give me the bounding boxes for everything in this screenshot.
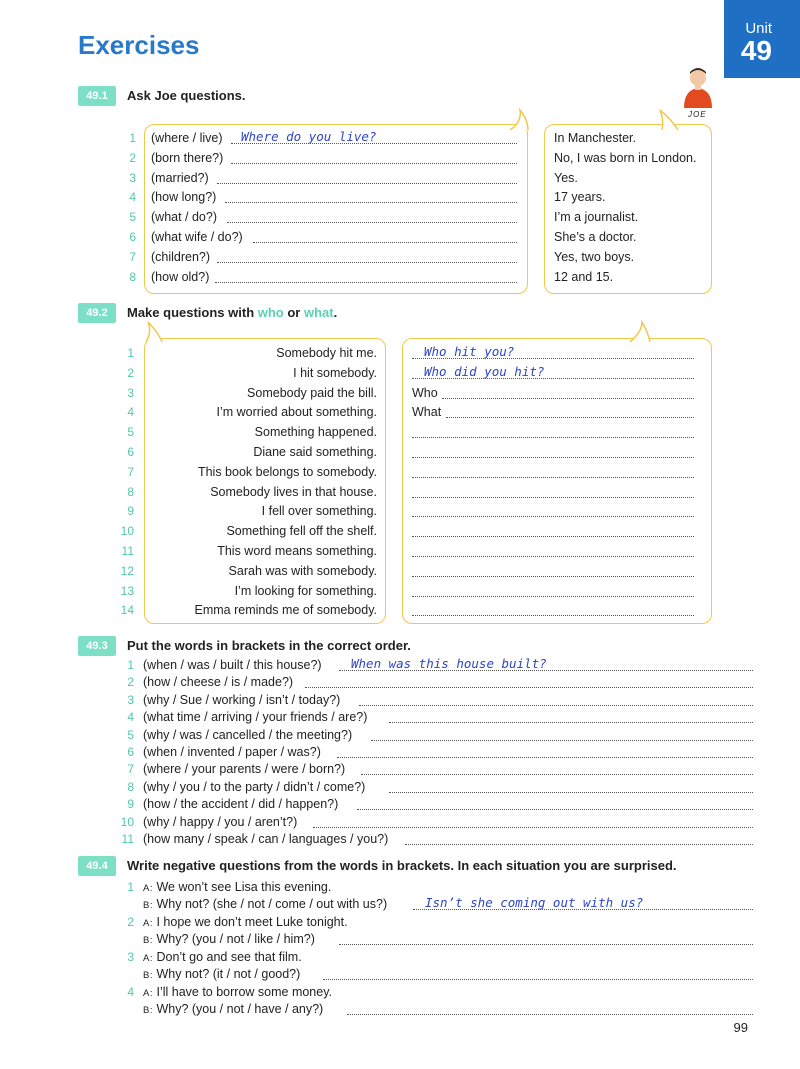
item-number: 5 bbox=[129, 210, 136, 225]
item-number: 4 bbox=[127, 985, 134, 999]
statement-text: Something happened. bbox=[254, 425, 377, 440]
item-number: 3 bbox=[129, 170, 136, 185]
answer-line[interactable] bbox=[337, 744, 753, 758]
joe-illustration-icon bbox=[676, 64, 720, 108]
page-number: 99 bbox=[733, 1020, 748, 1035]
question-prompt: (why / happy / you / aren’t?) bbox=[143, 814, 298, 829]
title-text: . bbox=[333, 305, 338, 320]
item-number: 11 bbox=[121, 832, 134, 846]
answer-line[interactable] bbox=[389, 779, 753, 793]
question-prompt: (how long?) bbox=[151, 190, 217, 205]
item-number: 3 bbox=[127, 692, 134, 707]
question-prompt: (why / you / to the party / didn’t / come?) bbox=[143, 779, 366, 794]
item-number: 4 bbox=[129, 190, 136, 205]
item-number: 7 bbox=[127, 762, 134, 777]
speaker-a-text: We won’t see Lisa this evening. bbox=[156, 880, 332, 894]
answer-line[interactable] bbox=[339, 931, 753, 945]
item-number: 9 bbox=[127, 504, 134, 519]
statement-text: Diane said something. bbox=[253, 445, 377, 459]
answer-line[interactable] bbox=[412, 543, 694, 557]
question-bubble bbox=[402, 338, 712, 624]
question-prompt: (how old?) bbox=[151, 269, 210, 284]
title-text: or bbox=[283, 305, 304, 320]
answer-line[interactable] bbox=[225, 189, 517, 203]
question-prompt: (why / was / cancelled / the meeting?) bbox=[143, 727, 353, 742]
speaker-a-text: I’ll have to borrow some money. bbox=[156, 985, 333, 999]
question-prompt: (what / do?) bbox=[151, 210, 218, 225]
speaker-a-label: A: bbox=[143, 883, 153, 894]
question-prefix: Who bbox=[412, 385, 438, 400]
answer-line[interactable] bbox=[412, 602, 694, 616]
joe-reply: She’s a doctor. bbox=[554, 230, 637, 244]
answer-line[interactable] bbox=[412, 444, 694, 458]
speaker-b-line bbox=[143, 1000, 323, 1020]
item-number: 3 bbox=[127, 385, 134, 400]
item-number: 1 bbox=[127, 346, 134, 360]
answer-line[interactable] bbox=[446, 404, 694, 418]
statement-text: I fell over something. bbox=[261, 504, 377, 519]
statement-text: I’m worried about something. bbox=[216, 405, 377, 420]
joe-reply: Yes, two boys. bbox=[554, 249, 635, 264]
item-number: 1 bbox=[129, 131, 136, 145]
handwritten-answer: Who did you hit? bbox=[424, 363, 545, 379]
unit-badge bbox=[724, 0, 800, 78]
answer-line[interactable] bbox=[305, 674, 753, 688]
question-prompt: (when / invented / paper / was?) bbox=[143, 745, 321, 759]
answer-line[interactable] bbox=[253, 229, 517, 243]
speaker-b-text: Why not? (she / not / come / out with us?) bbox=[156, 897, 388, 911]
exercise-number: 49.1 bbox=[78, 86, 116, 106]
answer-line[interactable] bbox=[359, 692, 753, 706]
question-prompt: (children?) bbox=[151, 249, 211, 264]
item-number: 1 bbox=[127, 658, 134, 672]
item-number: 1 bbox=[127, 880, 134, 894]
item-number: 7 bbox=[127, 464, 134, 479]
question-prompt: (where / live) bbox=[151, 131, 223, 145]
answer-line[interactable] bbox=[412, 563, 694, 577]
exercise-title: Ask Joe questions. bbox=[127, 88, 246, 103]
speaker-b-text: Why? (you / not / like / him?) bbox=[156, 932, 315, 946]
statement-text: This book belongs to somebody. bbox=[197, 464, 377, 479]
speaker-b-label: B: bbox=[143, 935, 153, 946]
item-number: 11 bbox=[121, 544, 134, 558]
answer-line[interactable] bbox=[231, 150, 517, 164]
question-prompt: (how / the accident / did / happen?) bbox=[143, 797, 339, 812]
item-number: 10 bbox=[120, 814, 134, 829]
item-number: 4 bbox=[127, 710, 134, 725]
item-number: 12 bbox=[120, 563, 134, 578]
item-number: 6 bbox=[129, 230, 136, 244]
answer-line[interactable] bbox=[405, 831, 753, 845]
joe-reply: I’m a journalist. bbox=[554, 210, 639, 225]
statement-text: Emma reminds me of somebody. bbox=[194, 603, 377, 618]
answer-line[interactable] bbox=[389, 709, 753, 723]
speaker-a-label: A: bbox=[143, 918, 153, 929]
answer-line[interactable] bbox=[371, 727, 753, 741]
joe-reply: No, I was born in London. bbox=[554, 150, 697, 165]
answer-line[interactable] bbox=[412, 503, 694, 517]
answer-line[interactable] bbox=[412, 424, 694, 438]
item-number: 8 bbox=[129, 269, 136, 284]
item-number: 2 bbox=[129, 150, 136, 165]
exercise-title bbox=[127, 305, 337, 320]
item-number: 14 bbox=[120, 603, 134, 618]
answer-line[interactable] bbox=[361, 761, 753, 775]
answer-line[interactable] bbox=[217, 170, 517, 184]
answer-line[interactable] bbox=[412, 464, 694, 478]
item-number: 13 bbox=[120, 583, 134, 598]
item-number: 7 bbox=[129, 249, 136, 264]
speaker-b-text: Why not? (it / not / good?) bbox=[156, 967, 301, 981]
item-number: 2 bbox=[127, 915, 134, 929]
item-number: 3 bbox=[127, 950, 134, 964]
joe-reply: In Manchester. bbox=[554, 131, 636, 145]
answer-line[interactable] bbox=[323, 966, 753, 980]
joe-reply: 17 years. bbox=[554, 190, 606, 205]
statement-text: I’m looking for something. bbox=[234, 583, 377, 598]
answer-line[interactable] bbox=[357, 796, 753, 810]
exercise-title: Put the words in brackets in the correct order. bbox=[127, 638, 411, 653]
answer-line[interactable] bbox=[347, 1001, 753, 1015]
statement-text: Somebody hit me. bbox=[276, 346, 377, 360]
speaker-b-label: B: bbox=[143, 900, 153, 911]
question-prompt: (how many / speak / can / languages / you?) bbox=[143, 832, 389, 846]
speaker-b-line bbox=[143, 895, 387, 915]
title-text: Make questions with bbox=[127, 305, 258, 320]
speaker-b-text: Why? (you / not / have / any?) bbox=[156, 1002, 324, 1016]
question-prompt: (married?) bbox=[151, 170, 209, 185]
keyword-what: what bbox=[303, 305, 334, 320]
handwritten-answer: Isn’t she coming out with us? bbox=[425, 895, 644, 910]
speaker-b-label: B: bbox=[143, 1005, 153, 1016]
answer-line[interactable] bbox=[227, 209, 517, 223]
question-prompt: (what time / arriving / your friends / are?) bbox=[143, 710, 368, 725]
speaker-a-text: I hope we don’t meet Luke tonight. bbox=[156, 915, 348, 929]
handwritten-answer: Who hit you? bbox=[424, 344, 515, 359]
statement-text: Somebody paid the bill. bbox=[247, 385, 377, 400]
statement-text: Sarah was with somebody. bbox=[228, 563, 377, 578]
question-prompt: (when / was / built / this house?) bbox=[143, 658, 322, 672]
item-number: 4 bbox=[127, 405, 134, 420]
speaker-a-label: A: bbox=[143, 988, 153, 999]
answer-line[interactable] bbox=[217, 249, 517, 263]
answer-line[interactable] bbox=[412, 583, 694, 597]
bubble-tail-icon bbox=[140, 320, 164, 344]
question-prompt: (how / cheese / is / made?) bbox=[143, 675, 294, 690]
speaker-a-label: A: bbox=[143, 953, 153, 964]
bubble-tail-icon bbox=[508, 108, 532, 132]
statement-text: I hit somebody. bbox=[293, 365, 377, 380]
statement-text: Somebody lives in that house. bbox=[210, 484, 377, 499]
question-prompt: (where / your parents / were / born?) bbox=[143, 762, 346, 777]
answer-line[interactable] bbox=[215, 269, 517, 283]
speaker-b-line bbox=[143, 965, 300, 985]
keyword-who: who bbox=[257, 305, 284, 320]
exercise-number: 49.4 bbox=[78, 856, 116, 876]
unit-number: 49 bbox=[740, 35, 772, 66]
item-number: 5 bbox=[127, 425, 134, 440]
answer-line[interactable] bbox=[412, 484, 694, 498]
bubble-tail-icon bbox=[658, 108, 682, 132]
exercise-title: Write negative questions from the words in brackets. In each situation you are surprised. bbox=[127, 858, 677, 873]
question-prompt: (what wife / do?) bbox=[151, 230, 243, 244]
handwritten-answer: When was this house built? bbox=[351, 656, 547, 671]
item-number: 5 bbox=[127, 727, 134, 742]
speaker-b-line bbox=[143, 930, 315, 950]
answer-line[interactable] bbox=[442, 385, 694, 399]
item-number: 6 bbox=[127, 445, 134, 459]
speaker-a-text: Don’t go and see that film. bbox=[156, 950, 302, 964]
answer-line[interactable] bbox=[412, 523, 694, 537]
speaker-b-label: B: bbox=[143, 970, 153, 981]
item-number: 8 bbox=[127, 779, 134, 794]
bubble-tail-icon bbox=[628, 320, 652, 344]
exercise-number: 49.2 bbox=[78, 303, 116, 323]
question-prompt: (why / Sue / working / isn’t / today?) bbox=[143, 692, 341, 707]
page-title: Exercises bbox=[78, 30, 200, 60]
question-prompt: (born there?) bbox=[151, 150, 224, 165]
exercise-number: 49.3 bbox=[78, 636, 116, 656]
answer-line[interactable] bbox=[313, 814, 753, 828]
item-number: 6 bbox=[127, 745, 134, 759]
item-number: 2 bbox=[127, 365, 134, 380]
question-prefix: What bbox=[412, 405, 442, 420]
item-number: 2 bbox=[127, 675, 134, 690]
unit-label: Unit bbox=[745, 20, 772, 37]
item-number: 8 bbox=[127, 484, 134, 499]
statement-text: This word means something. bbox=[217, 544, 377, 558]
item-number: 10 bbox=[120, 524, 134, 539]
item-number: 9 bbox=[127, 797, 134, 812]
handwritten-answer: Where do you live? bbox=[241, 129, 377, 144]
character-label: JOE bbox=[688, 110, 707, 119]
joe-reply: Yes. bbox=[554, 170, 578, 185]
joe-reply: 12 and 15. bbox=[554, 269, 614, 284]
statement-text: Something fell off the shelf. bbox=[226, 524, 377, 539]
